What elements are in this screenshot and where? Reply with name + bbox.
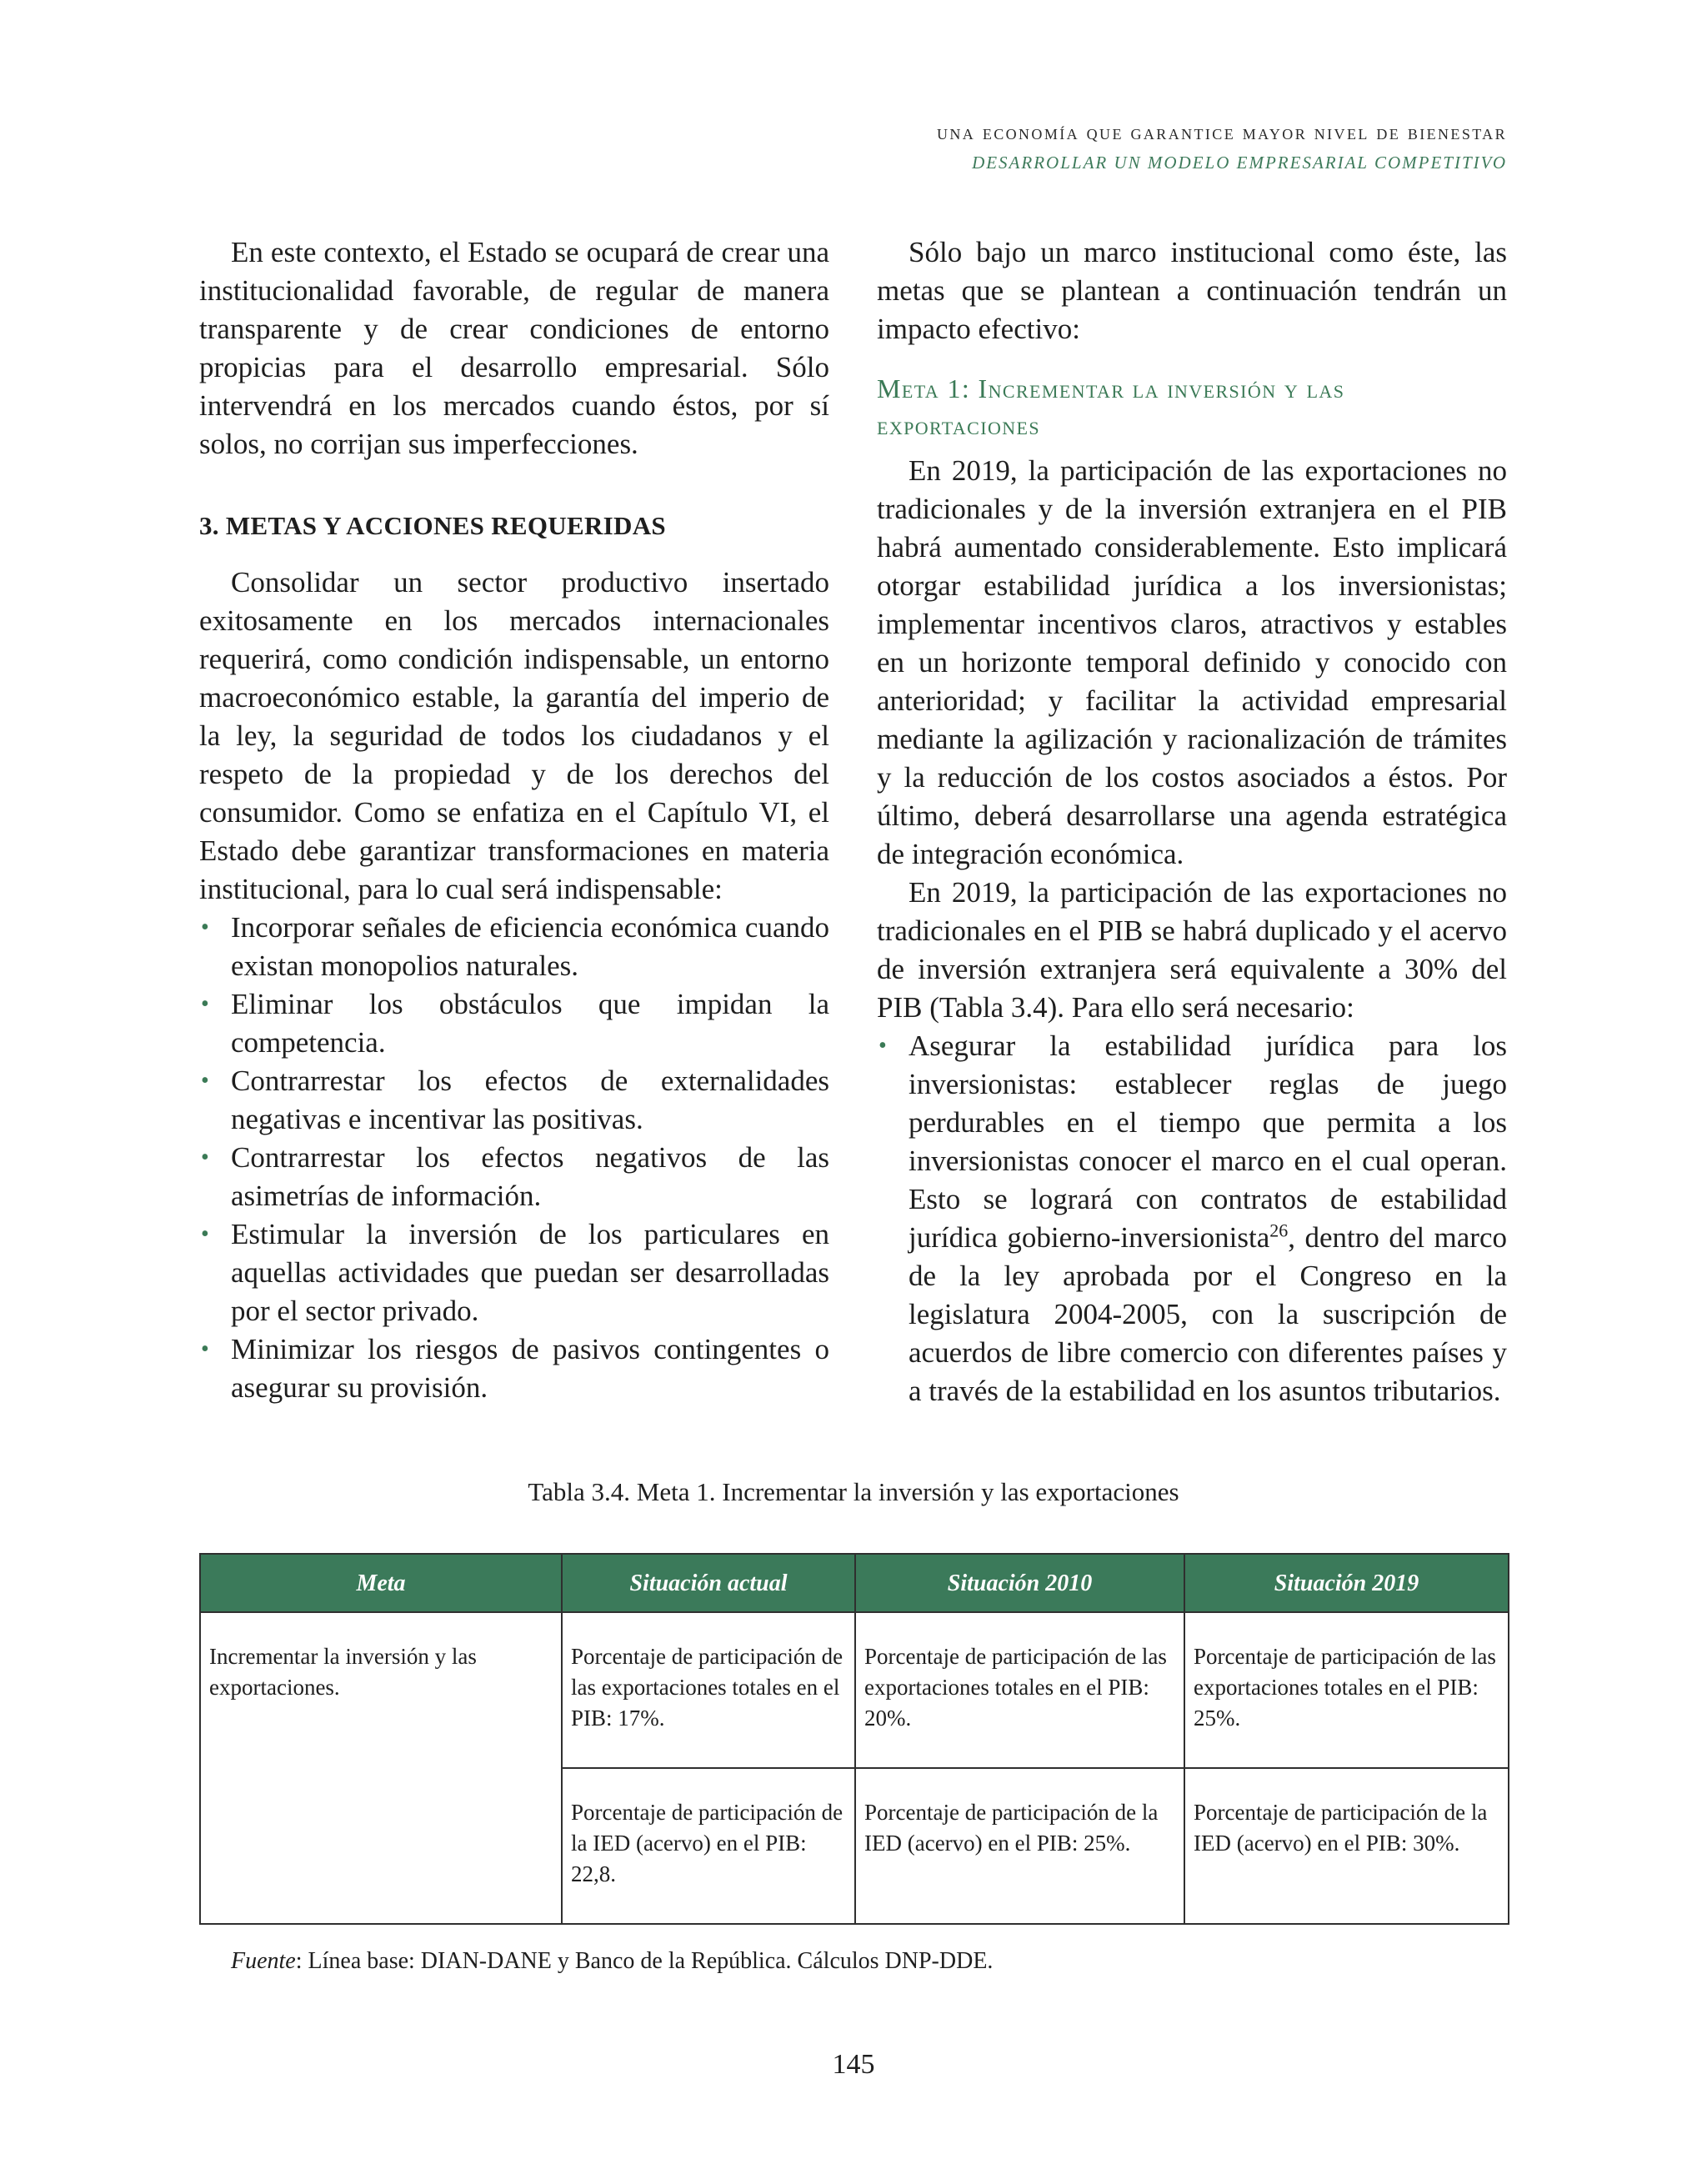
list-item-text: Minimizar los riesgos de pasivos contingentes o asegurar su provisión. — [231, 1333, 829, 1404]
list-item-text: Contrarrestar los efectos negativos de las asimetrías de información. — [231, 1141, 829, 1212]
list-item — [199, 909, 829, 985]
right-paragraph-2: En 2019, la participación de las exportaciones no tradicionales y de la inversión extranjera en el PIB habrá aumentado considerablemente. Esto implicará otorgar estabilidad jurídica a los inversionistas; implementar incentivos claros, atractivos y estables en un horizonte temporal definido y conocido con anterioridad; y facilitar la actividad empresarial mediante la agilización y racionalización de trámites y la reducción de los costos asociados a éstos. Por último, deberá desarrollarse una agenda estratégica de integración económica. — [877, 454, 1507, 870]
right-bullet-list — [877, 1027, 1507, 1410]
bullet-icon: • — [201, 914, 209, 940]
table-cell: Porcentaje de participación de la IED (acervo) en el PIB: 30%. — [1184, 1768, 1509, 1924]
table-caption: Tabla 3.4. Meta 1. Incrementar la inversión y las exportaciones — [528, 1477, 1179, 1506]
column-header-2010: Situación 2010 — [855, 1554, 1184, 1612]
list-item-text: Eliminar los obstáculos que impidan la competencia. — [231, 988, 829, 1059]
list-item — [199, 1139, 829, 1215]
meta-heading: Meta 1: Incrementar la inversión y las exportaciones — [877, 373, 1345, 440]
table-cell: Porcentaje de participación de la IED (acervo) en el PIB: 25%. — [855, 1768, 1184, 1924]
section-heading: 3. METAS Y ACCIONES REQUERIDAS — [199, 511, 666, 540]
left-paragraph-2: Consolidar un sector productivo insertado exitosamente en los mercados internacionales requerirá, como condición indispensable, un entorno macroeconómico estable, la garantía del imperio de la ley, la seguridad de todos los ciudadanos y el respeto de la propiedad y de los derechos del consumidor. Como se enfatiza en el Capítulo VI, el Estado debe garantizar transformaciones en materia institucional, para lo cual será indispensable: — [199, 566, 829, 905]
list-item-text: Incorporar señales de eficiencia económica cuando existan monopolios naturales. — [231, 911, 829, 982]
column-header-2019: Situación 2019 — [1184, 1554, 1509, 1612]
left-bullet-list — [199, 909, 829, 1407]
list-item — [199, 1062, 829, 1139]
right-paragraph-1: Sólo bajo un marco institucional como éste, las metas que se plantean a continuación tendrán un impacto efectivo: — [877, 236, 1507, 345]
left-column — [199, 233, 829, 1407]
column-header-meta: Meta — [200, 1554, 562, 1612]
bullet-icon: • — [201, 1221, 209, 1247]
bullet-icon: • — [879, 1033, 887, 1059]
goal-cell: Incrementar la inversión y las exportaciones. — [200, 1612, 562, 1924]
table-source — [231, 1948, 993, 1975]
page-number: 145 — [832, 2049, 875, 2080]
right-column — [877, 233, 1507, 1410]
bullet-icon: • — [201, 991, 209, 1017]
goals-table — [199, 1553, 1509, 1925]
list-item-text: Estimular la inversión de los particulares en aquellas actividades que puedan ser desarrolladas por el sector privado. — [231, 1218, 829, 1327]
list-item-text-end: , dentro del marco de la ley aprobada por el Congreso en la legislatura 2004-2005, con la suscripción de acuerdos de libre comercio con diferentes países y a través de la estabilidad en los asuntos tributarios. — [909, 1221, 1507, 1407]
bullet-icon: • — [201, 1068, 209, 1094]
table-cell: Porcentaje de participación de las exportaciones totales en el PIB: 20%. — [855, 1612, 1184, 1768]
table-row — [200, 1612, 1509, 1768]
source-text: : Línea base: DIAN-DANE y Banco de la República. Cálculos DNP-DDE. — [295, 1948, 994, 1974]
table-cell: Porcentaje de participación de las exportaciones totales en el PIB: 25%. — [1184, 1612, 1509, 1768]
source-label: Fuente — [231, 1948, 296, 1974]
list-item — [199, 985, 829, 1062]
list-item — [199, 1215, 829, 1330]
list-item — [199, 1330, 829, 1407]
left-paragraph-1: En este contexto, el Estado se ocupará de crear una institucionalidad favorable, de regular de manera transparente y de crear condiciones de entorno propicias para el desarrollo empresarial. Sólo intervendrá en los mercados cuando éstos, por sí solos, no corrijan sus imperfecciones. — [199, 236, 829, 460]
list-item-text-start: Asegurar la estabilidad jurídica para los inversionistas: establecer reglas de juego perdurables en el tiempo que permita a los inversionistas conocer el marco en el cual operan. Esto se logrará con contratos de estabilidad jurídica gobierno-inversionista — [909, 1029, 1507, 1254]
column-header-current: Situación actual — [562, 1554, 855, 1612]
running-head-subtitle: DESARROLLAR UN MODELO EMPRESARIAL COMPETITIVO — [972, 153, 1507, 173]
table-header-row — [200, 1554, 1509, 1612]
bullet-icon: • — [201, 1336, 209, 1362]
list-item — [877, 1027, 1507, 1410]
bullet-icon: • — [201, 1145, 209, 1170]
running-head-title: una economía que garantice mayor nivel de bienestar — [936, 122, 1507, 144]
table-cell: Porcentaje de participación de las exportaciones totales en el PIB: 17%. — [562, 1612, 855, 1768]
footnote-reference[interactable]: 26 — [1269, 1220, 1289, 1241]
list-item-text: Contrarrestar los efectos de externalidades negativas e incentivar las positivas. — [231, 1064, 829, 1135]
table-cell: Porcentaje de participación de la IED (acervo) en el PIB: 22,8. — [562, 1768, 855, 1924]
right-paragraph-3: En 2019, la participación de las exportaciones no tradicionales en el PIB se habrá duplicado y el acervo de inversión extranjera será equivalente a 30% del PIB (Tabla 3.4). Para ello será necesario: — [877, 876, 1507, 1024]
running-head — [937, 118, 1507, 177]
